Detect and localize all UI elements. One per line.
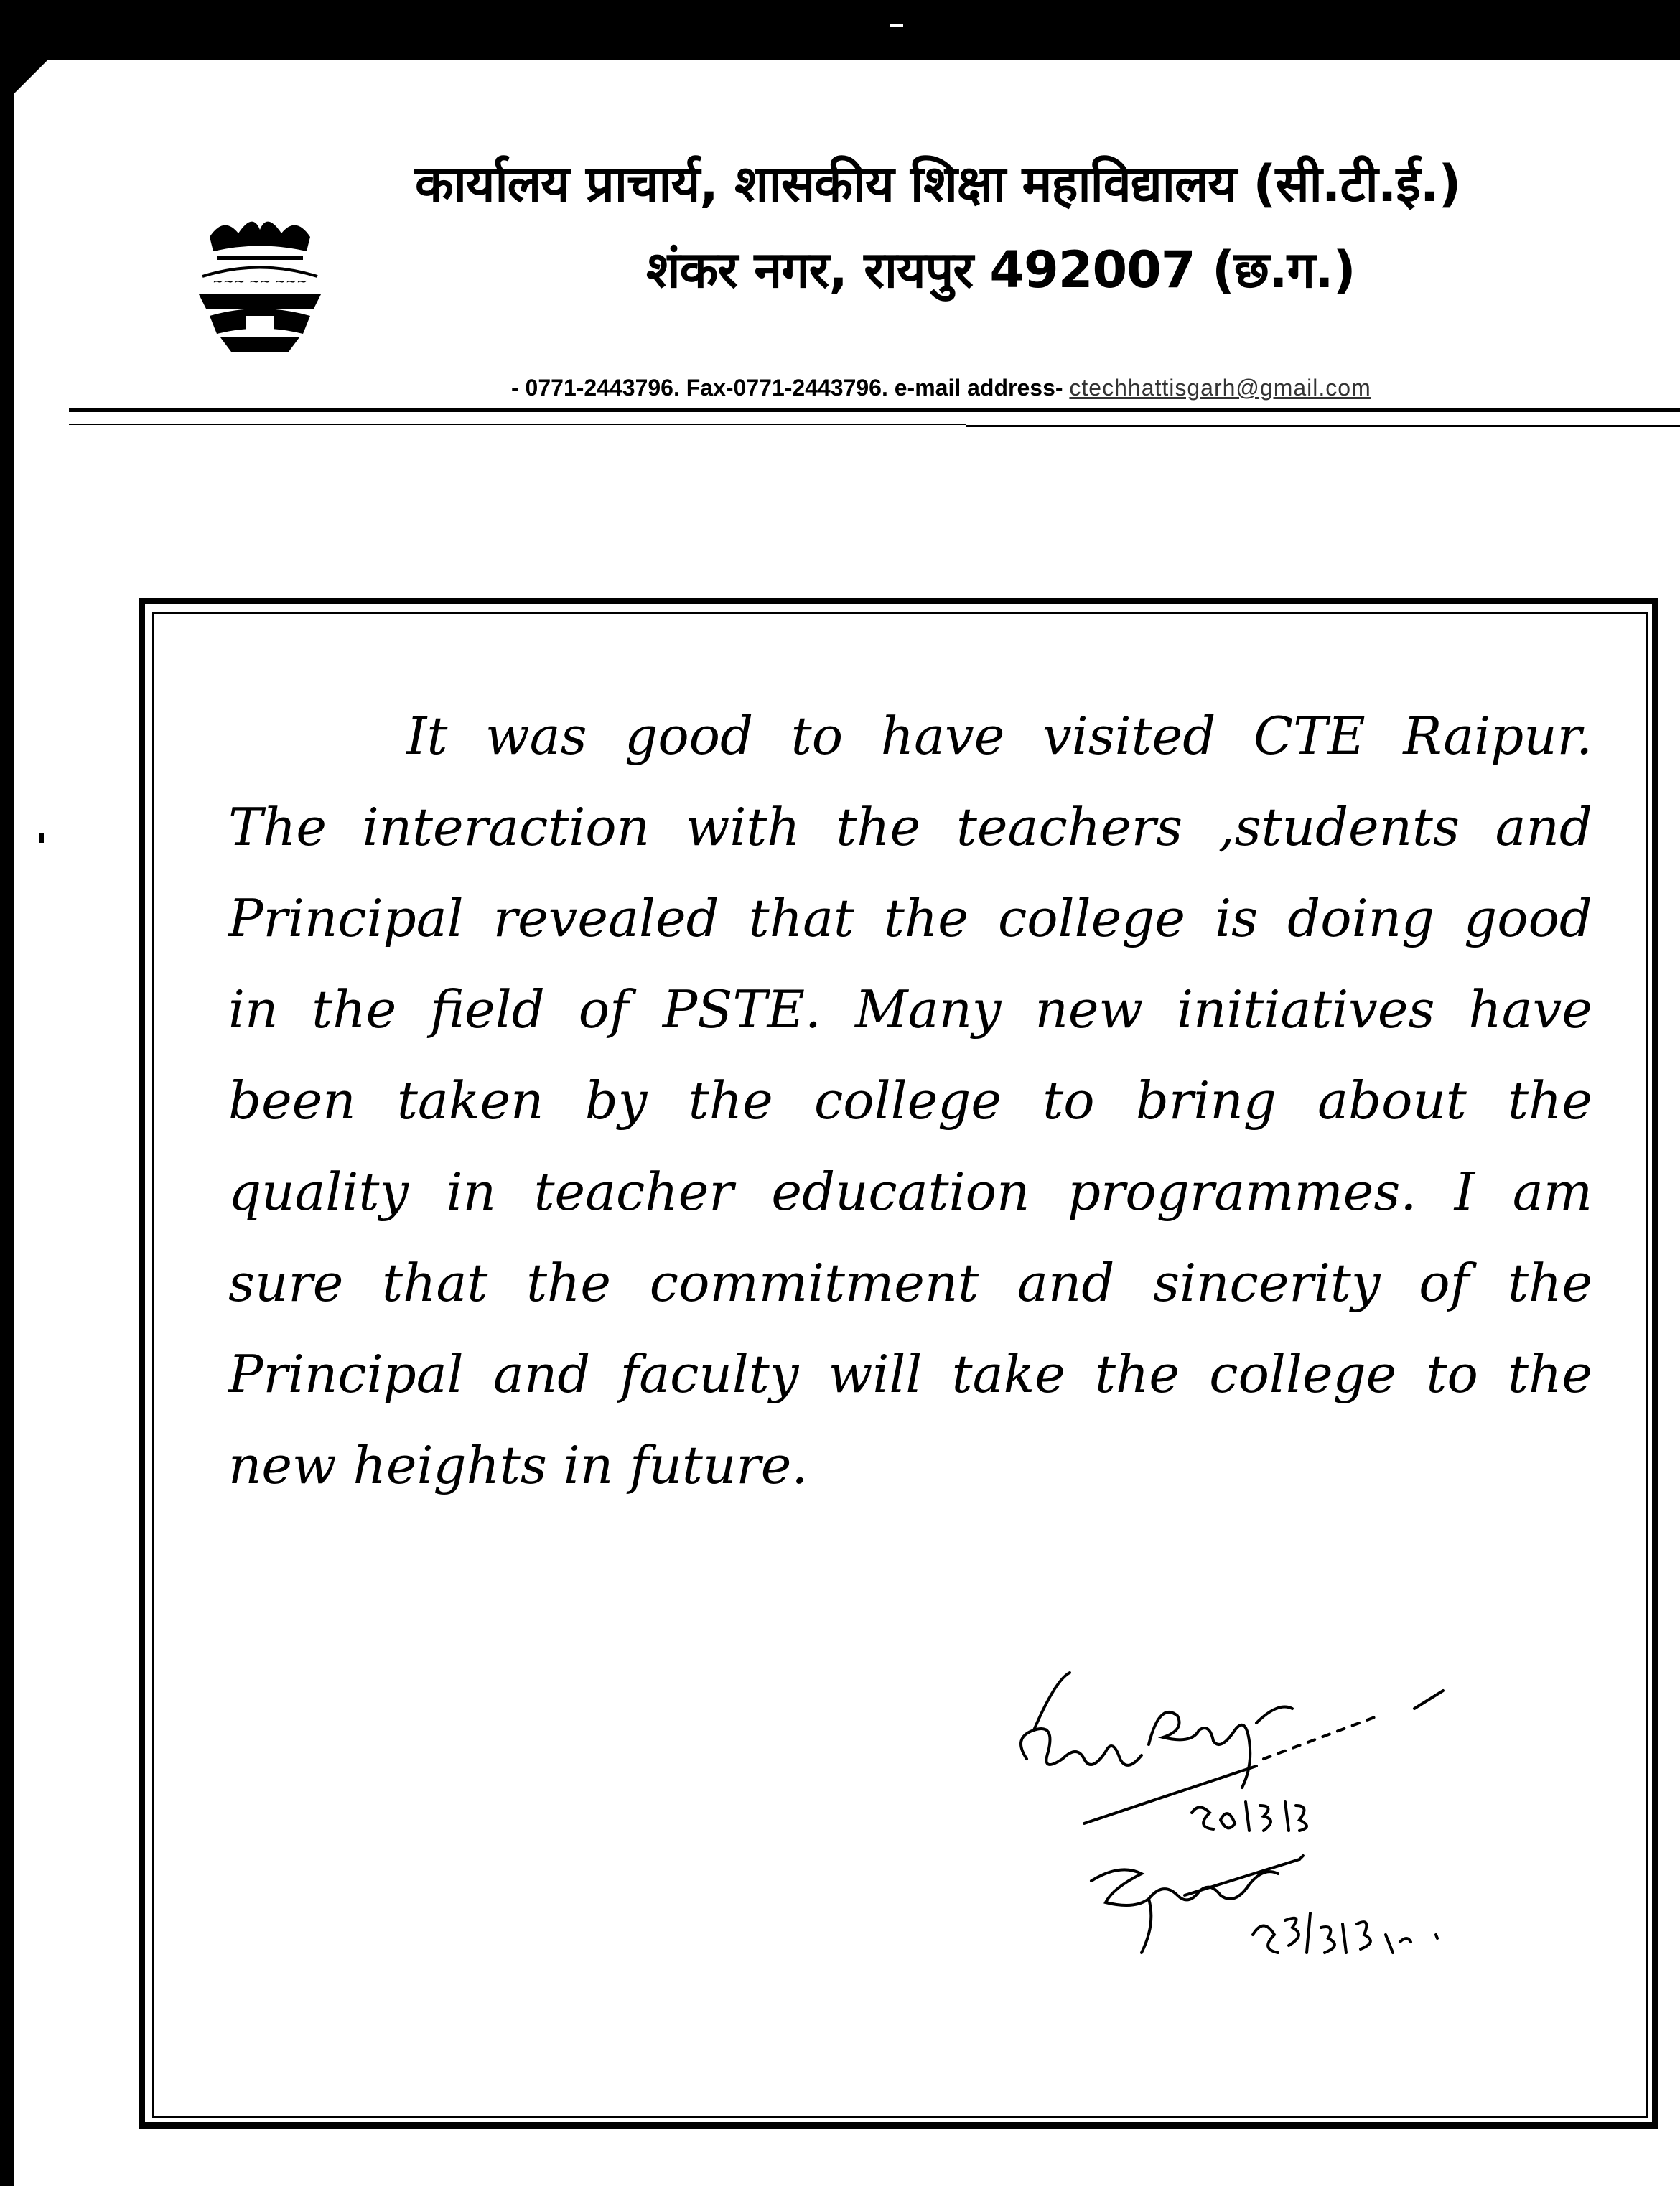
remark-line-5: been taken by the college to bring about the — [228, 1070, 1592, 1131]
scan-side-artifact — [39, 833, 44, 843]
college-emblem-icon — [181, 208, 339, 366]
signature-one — [1021, 1673, 1443, 1831]
letterhead-divider-thick — [69, 408, 1680, 412]
remark-line-3: Principal revealed that the college is doing good — [228, 888, 1592, 948]
signature-block — [1005, 1651, 1522, 1996]
visitor-remarks — [228, 691, 1592, 1511]
scan-artifact — [890, 24, 903, 27]
remark-line-2: The interaction with the teachers ,students and — [228, 797, 1592, 857]
signature-two — [1091, 1856, 1437, 1953]
remark-line-8: Principal and faculty will take the college to the — [228, 1344, 1592, 1404]
scan-left-border — [0, 60, 14, 2186]
remark-line-4: in the field of PSTE. Many new initiatives have — [228, 979, 1592, 1040]
letterhead-title-line2: शंकर नगर, रायपुर 492007 (छ.ग.) — [646, 240, 1355, 299]
scan-corner-mark — [14, 60, 47, 93]
contact-phone-fax: - 0771-2443796. Fax-0771-2443796. e-mail address- — [511, 375, 1063, 401]
letterhead-divider-thin-right — [966, 425, 1680, 427]
remark-line-6: quality in teacher education programmes. I am — [228, 1162, 1592, 1222]
scan-top-border — [0, 0, 1680, 60]
contact-email-link[interactable]: ctechhattisgarh@gmail.com — [1069, 375, 1371, 401]
letterhead-contact — [511, 375, 1371, 401]
remark-line-1: It was good to have visited CTE Raipur. — [406, 706, 1592, 766]
svg-text:~~~ ~~ ~~~: ~~~ ~~ ~~~ — [212, 274, 308, 289]
letterhead-divider-thin — [69, 424, 966, 425]
remark-line-9: new heights in future. — [228, 1435, 808, 1495]
remark-line-7: sure that the commitment and sincerity of the — [228, 1253, 1592, 1313]
letterhead-title-line1: कार्यालय प्राचार्य, शासकीय शिक्षा महाविद्यालय (सी.टी.ई.) — [415, 154, 1461, 213]
